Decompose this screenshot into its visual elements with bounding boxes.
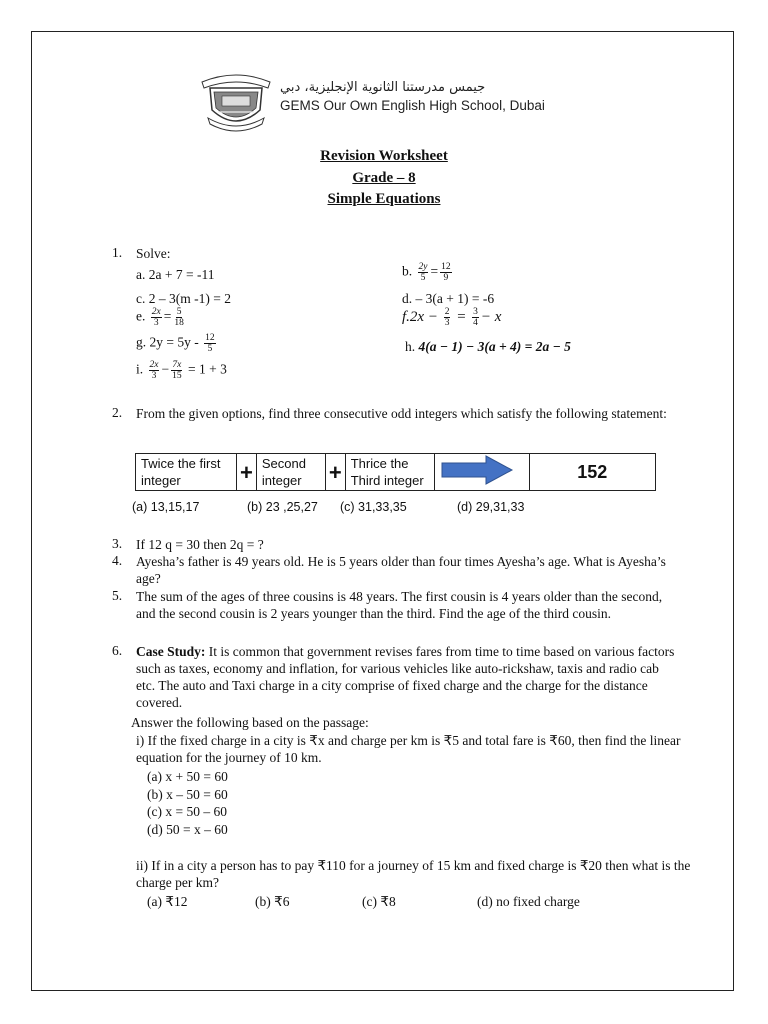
q1-d: d. – 3(a + 1) = -6 <box>402 291 495 306</box>
q1-e: e. $\frac{2x}{3}$ = $\frac{5}{18}$ <box>136 307 184 328</box>
q6-i-text: i) If the fixed charge in a city is ₹x and charge per km is ₹5 and total fare is ₹60, then find the linear equation for the journey of 10 km. <box>136 733 681 765</box>
q2-option-b: (b) 23 ,25,27 <box>247 500 318 514</box>
q3-text: If 12 q = 30 then 2q = ? <box>136 537 264 552</box>
q4-number: 4. <box>112 553 123 568</box>
q2-statement-table <box>135 453 656 491</box>
q2-plus-1: + <box>237 454 257 491</box>
q2-option-a: (a) 13,15,17 <box>132 500 200 514</box>
q1-g: g. 2y = 5y - $\frac{12}{5}$ <box>136 333 215 354</box>
school-crest-logo <box>198 68 274 132</box>
q6-text: It is common that government revises fares from time to time based on various factors such as taxes, economy and inflation, for various vehicles like auto-rickshaw, taxis and radio cab etc. The auto and Taxi charge in a city comprise of fixed charge and the charge for the distance covered. <box>136 644 675 710</box>
q1-f: f.2x − $\frac{2}{3}$ = $\frac{3}{4}$ − x <box>402 307 502 328</box>
right-arrow-icon <box>440 455 514 485</box>
school-name-arabic: جيمس مدرستنا الثانوية الإنجليزية، دبي <box>280 80 486 95</box>
q2-cell-thrice-third: Thrice the Third integer <box>345 454 434 491</box>
q2-option-c: (c) 31,33,35 <box>340 500 407 514</box>
q5-number: 5. <box>112 588 123 603</box>
q6-passage <box>136 643 681 711</box>
q5-text: The sum of the ages of three cousins is 48 years. The first cousin is 4 years older than the second, and the second cousin is 2 years younger than the third. Find the age of the third cousin. <box>136 589 663 621</box>
q2-text: From the given options, find three consecutive odd integers which satisfy the following statement: <box>136 406 667 421</box>
q6-label: Case Study: <box>136 644 206 659</box>
worksheet-title: Revision Worksheet <box>320 148 448 164</box>
q6-ii-option-c: (c) ₹8 <box>362 894 396 909</box>
topic-title: Simple Equations <box>327 191 441 207</box>
q1-i: i. $\frac{2x}{3}$ − $\frac{7x}{15}$ = 1 + 3 <box>136 360 227 381</box>
q2-option-d: (d) 29,31,33 <box>457 500 525 514</box>
q6-ii-option-a: (a) ₹12 <box>147 894 188 909</box>
q2-arrow-cell <box>434 454 529 491</box>
school-name-english: GEMS Our Own English High School, Dubai <box>280 98 545 113</box>
q6-i-option-c: (c) x = 50 – 60 <box>147 804 227 819</box>
q1-c: c. 2 – 3(m -1) = 2 <box>136 291 231 306</box>
q6-number: 6. <box>112 643 123 658</box>
q6-ii-text: ii) If in a city a person has to pay ₹110 for a journey of 15 km and fixed charge is ₹20 then what is the charge per km? <box>136 858 691 890</box>
grade-title: Grade – 8 <box>352 170 416 186</box>
q3-number: 3. <box>112 536 123 551</box>
q1-a: a. 2a + 7 = -11 <box>136 267 215 282</box>
q1-b: b. $\frac{2y}{5}$ = $\frac{12}{9}$ <box>402 262 451 283</box>
q2-cell-second: Second integer <box>256 454 325 491</box>
q4-text: Ayesha’s father is 49 years old. He is 5 years older than four times Ayesha’s age. What is Ayesha’s age? <box>136 554 666 586</box>
q2-result: 152 <box>529 454 655 491</box>
q6-ii-option-d: (d) no fixed charge <box>477 894 580 909</box>
q6-instruction: Answer the following based on the passage: <box>131 715 369 730</box>
q2-plus-2: + <box>325 454 345 491</box>
q2-number: 2. <box>112 405 123 420</box>
q1-label: Solve: <box>136 246 171 261</box>
q6-i-option-d: (d) 50 = x – 60 <box>147 822 228 837</box>
q1-number: 1. <box>112 245 123 260</box>
q1-h: h. 4(a − 1) − 3(a + 4) = 2a − 5 <box>405 339 571 354</box>
q6-i-option-b: (b) x – 50 = 60 <box>147 787 228 802</box>
q6-i-option-a: (a) x + 50 = 60 <box>147 769 228 784</box>
q2-cell-twice-first: Twice the first integer <box>136 454 237 491</box>
q6-ii-option-b: (b) ₹6 <box>255 894 290 909</box>
